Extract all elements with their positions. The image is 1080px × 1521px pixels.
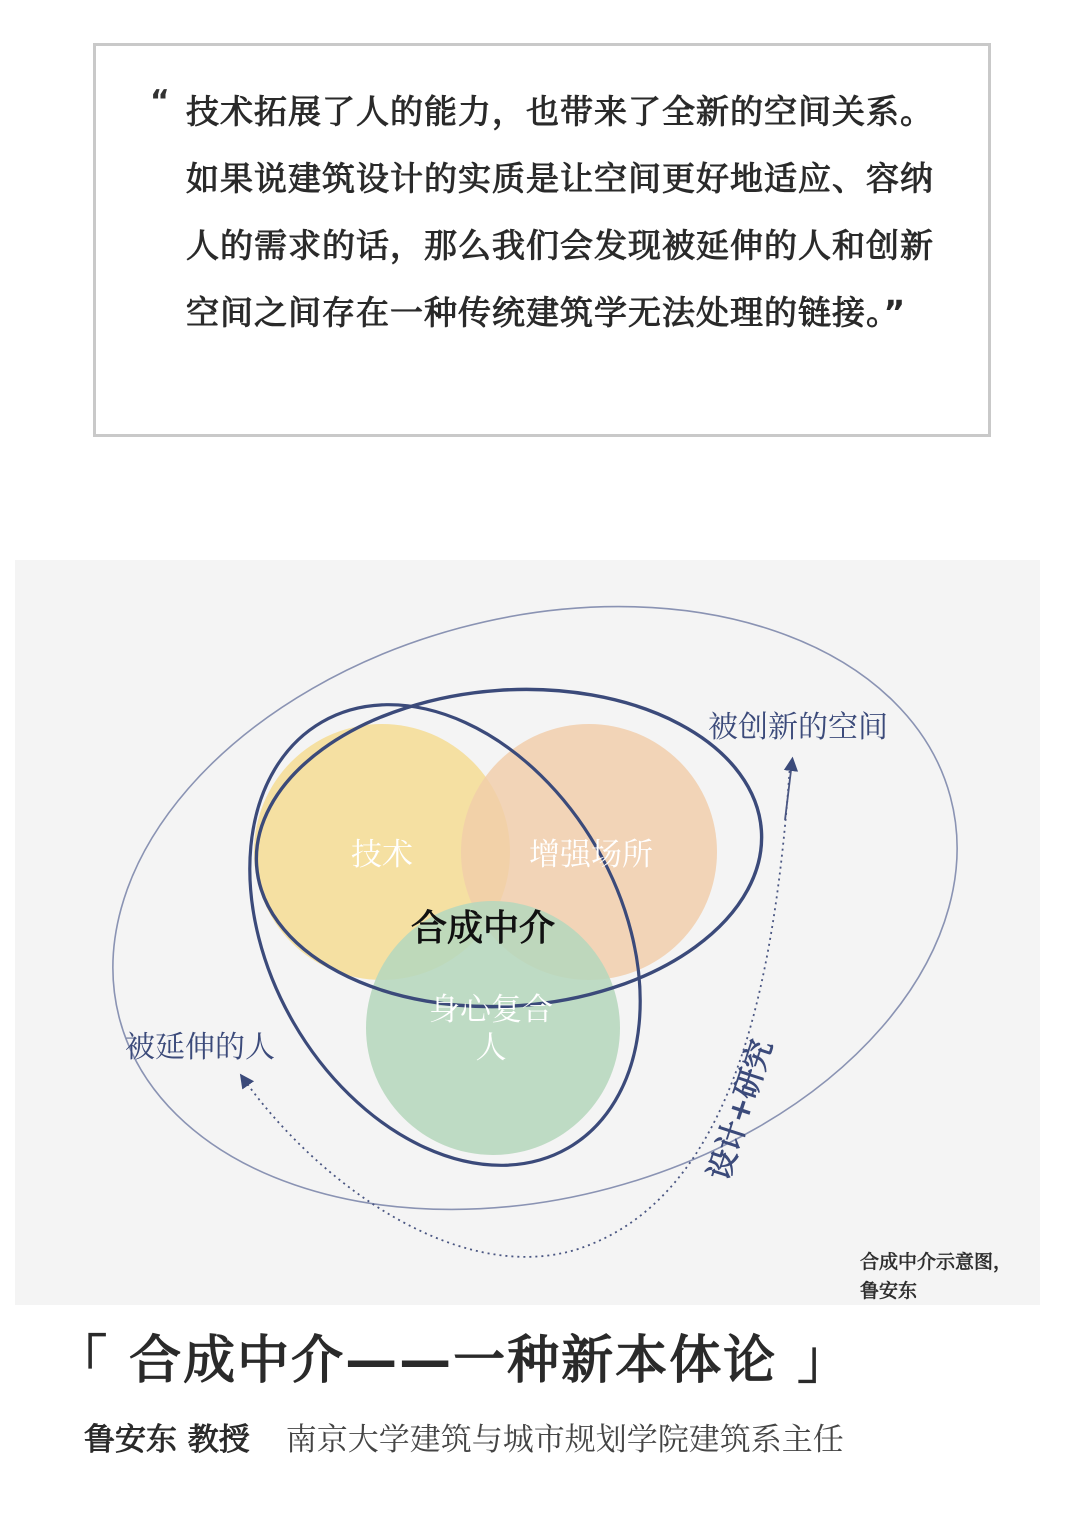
- quote-open-mark: “: [150, 84, 170, 119]
- label-extended-human: 被延伸的人: [125, 1030, 275, 1065]
- diagram-area: [15, 560, 1040, 1305]
- label-outer-space: 被创新的空间: [708, 710, 888, 745]
- label-place: 增强场所: [529, 837, 653, 873]
- label-center: 合成中介: [410, 908, 556, 949]
- byline: [84, 1414, 844, 1459]
- quote-text: 技术拓展了人的能力，也带来了全新的空间关系。如果说建筑设计的实质是让空间更好地适应、容纳人的需求的话，那么我们会发现被延伸的人和创新空间之间存在一种传统建筑学无法处理的链接。”: [186, 92, 934, 332]
- diagram-caption: 合成中介示意图，鲁安东: [860, 1251, 1013, 1302]
- label-human-line: 身心复合: [429, 992, 553, 1028]
- design-research-arrow-top: [785, 762, 792, 820]
- diagram-svg: [15, 560, 1040, 1305]
- label-tech: 技术: [351, 837, 413, 873]
- label-human-line: 人: [475, 1030, 507, 1066]
- label-design-research: 设计+研究: [701, 1035, 781, 1185]
- section-title: 「 合成中介——一种新本体论 」: [55, 1331, 852, 1391]
- author-affiliation: 南京大学建筑与城市规划学院建筑系主任: [285, 1422, 844, 1458]
- author-name: 鲁安东 教授: [84, 1422, 250, 1458]
